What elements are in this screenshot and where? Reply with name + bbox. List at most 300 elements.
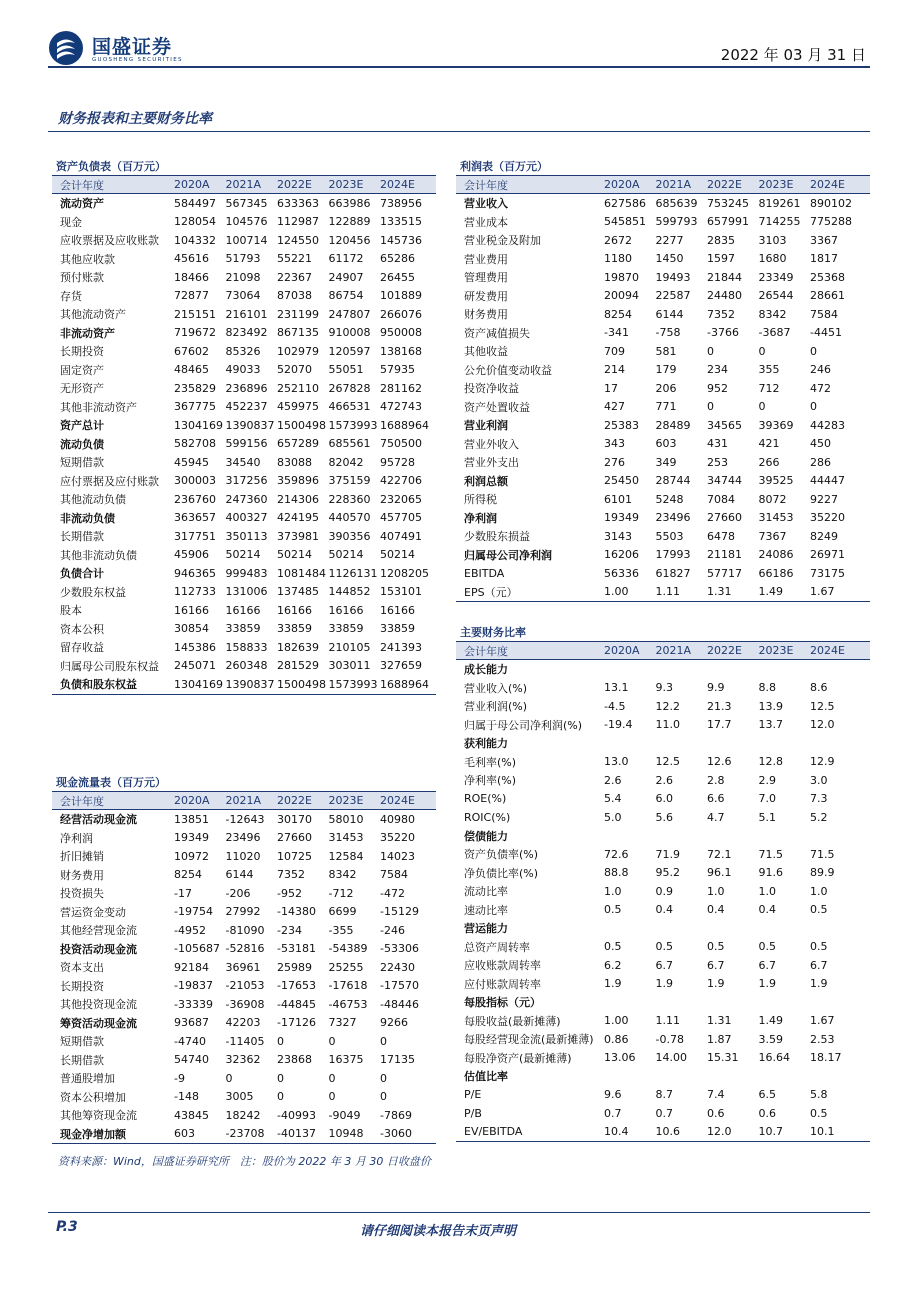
cell-value: -3060 bbox=[380, 1127, 412, 1141]
column-header: 2021A bbox=[225, 178, 262, 191]
cell-value: 1390837 bbox=[225, 677, 275, 691]
cell-value: 1304169 bbox=[174, 677, 223, 691]
row-label: 资本公积 bbox=[60, 622, 104, 636]
table-row bbox=[52, 1106, 436, 1125]
table-row bbox=[456, 490, 870, 509]
cell-value: 34540 bbox=[225, 455, 261, 469]
page-number: P.3 bbox=[56, 1219, 78, 1235]
cell-value: 2277 bbox=[655, 233, 684, 247]
cell-value: 57935 bbox=[380, 363, 415, 377]
table-row bbox=[456, 453, 870, 472]
cell-value: 890102 bbox=[810, 196, 852, 210]
table-row bbox=[52, 416, 436, 435]
cell-value: 26455 bbox=[380, 270, 415, 284]
table-row bbox=[52, 638, 436, 657]
cell-value: -4952 bbox=[174, 923, 206, 937]
cell-value: 1.9 bbox=[707, 977, 725, 991]
cell-value: 25383 bbox=[604, 418, 639, 432]
table-row bbox=[52, 1051, 436, 1070]
cell-value: 72877 bbox=[174, 289, 209, 303]
cell-value: 8.8 bbox=[758, 681, 776, 695]
cell-value: 45945 bbox=[174, 455, 209, 469]
cell-value: 267828 bbox=[328, 381, 371, 395]
row-label: 预付账款 bbox=[60, 271, 104, 285]
cell-value: 16166 bbox=[380, 603, 415, 617]
cell-value: 23496 bbox=[655, 511, 691, 525]
cell-value: 253 bbox=[707, 455, 728, 469]
cell-value: 1.0 bbox=[810, 884, 828, 898]
cell-value: 61827 bbox=[655, 566, 691, 580]
cell-value: 23868 bbox=[277, 1053, 312, 1067]
cell-value: 712 bbox=[758, 381, 780, 395]
cell-value: 18.17 bbox=[810, 1051, 842, 1065]
cell-value: 9266 bbox=[380, 1016, 408, 1030]
table-row bbox=[52, 1125, 436, 1144]
table-bottom-rule bbox=[456, 601, 870, 602]
cell-value: 8342 bbox=[758, 307, 787, 321]
cell-value: 101889 bbox=[380, 289, 422, 303]
cell-value: -40137 bbox=[277, 1127, 316, 1141]
cell-value: 1.87 bbox=[707, 1032, 732, 1046]
cell-value: 8254 bbox=[174, 868, 202, 882]
row-label: 非流动资产 bbox=[60, 326, 115, 340]
cell-value: 214 bbox=[604, 363, 625, 377]
table-row bbox=[456, 583, 870, 602]
table-row bbox=[52, 675, 436, 694]
cell-value: 21844 bbox=[707, 270, 742, 284]
row-label: 长期借款 bbox=[60, 530, 104, 544]
cell-value: 281162 bbox=[380, 381, 422, 395]
row-label: 归属母公司股东权益 bbox=[60, 659, 159, 673]
cell-value: 52070 bbox=[277, 363, 312, 377]
cell-value: 13.9 bbox=[758, 699, 783, 713]
cell-value: 86754 bbox=[328, 289, 364, 303]
table-row bbox=[52, 213, 436, 232]
row-label: 流动资产 bbox=[60, 197, 104, 211]
cell-value: 33859 bbox=[277, 622, 312, 636]
cell-value: -48446 bbox=[380, 997, 419, 1011]
table-row bbox=[456, 975, 870, 994]
cell-value: 95.2 bbox=[655, 866, 680, 880]
cell-value: 82042 bbox=[328, 455, 364, 469]
cell-value: 11020 bbox=[225, 849, 261, 863]
cell-value: 96.1 bbox=[707, 866, 732, 880]
cell-value: 12.2 bbox=[655, 699, 680, 713]
row-label: 其他非流动资产 bbox=[60, 400, 137, 414]
cell-value: 15.31 bbox=[707, 1051, 739, 1065]
table-row bbox=[52, 287, 436, 306]
cell-value: 24480 bbox=[707, 289, 742, 303]
cell-value: 0 bbox=[380, 1071, 387, 1085]
cell-value: 10.1 bbox=[810, 1125, 835, 1139]
column-header: 2024E bbox=[810, 178, 845, 191]
column-header: 2020A bbox=[174, 178, 210, 191]
cell-value: 753245 bbox=[707, 196, 749, 210]
cell-value: -53181 bbox=[277, 942, 316, 956]
cell-value: 21.3 bbox=[707, 699, 732, 713]
row-label: 应收票据及应收账款 bbox=[60, 234, 159, 248]
cell-value: -44845 bbox=[277, 997, 316, 1011]
cell-value: -17 bbox=[174, 886, 192, 900]
cell-value: 738956 bbox=[380, 196, 422, 210]
cell-value: 400327 bbox=[225, 511, 268, 525]
cell-value: 0 bbox=[225, 1071, 233, 1085]
table-row bbox=[52, 398, 436, 417]
cell-value: 1.0 bbox=[707, 884, 725, 898]
cell-value: 17135 bbox=[380, 1053, 415, 1067]
row-label: 营业利润 bbox=[464, 419, 508, 433]
row-label: 公允价值变动收益 bbox=[464, 363, 552, 377]
table-row bbox=[456, 435, 870, 454]
cell-value: 236896 bbox=[225, 381, 268, 395]
header-divider bbox=[48, 66, 870, 68]
cell-value: 40980 bbox=[380, 812, 415, 826]
cell-value: 131006 bbox=[225, 585, 268, 599]
cell-value: 2.6 bbox=[655, 773, 673, 787]
cell-value: 1.49 bbox=[758, 585, 783, 599]
cell-value: 771 bbox=[655, 400, 677, 414]
cell-value: 317751 bbox=[174, 529, 216, 543]
cell-value: 3005 bbox=[225, 1090, 254, 1104]
cell-value: 33859 bbox=[225, 622, 261, 636]
row-label: 归属于母公司净利润(%) bbox=[464, 718, 583, 732]
row-label: EPS（元） bbox=[464, 585, 518, 599]
cell-value: 266 bbox=[758, 455, 780, 469]
cell-value: 50214 bbox=[225, 548, 261, 562]
row-label: 每股经营现金流(最新摊薄) bbox=[464, 1033, 594, 1047]
cell-value: 327659 bbox=[380, 659, 422, 673]
cell-value: 87038 bbox=[277, 289, 312, 303]
cell-value: -17653 bbox=[277, 979, 316, 993]
table-row bbox=[52, 1032, 436, 1051]
table-row bbox=[456, 808, 870, 827]
table-row bbox=[456, 1030, 870, 1049]
cell-value: 867135 bbox=[277, 326, 319, 340]
table-row bbox=[456, 564, 870, 583]
cell-value: 26544 bbox=[758, 289, 794, 303]
cell-value: -3687 bbox=[758, 326, 791, 340]
cell-value: 1.00 bbox=[604, 1014, 629, 1028]
cell-value: 10972 bbox=[174, 849, 209, 863]
cell-value: 20094 bbox=[604, 289, 639, 303]
cell-value: 599156 bbox=[225, 437, 268, 451]
cell-value: 3143 bbox=[604, 529, 632, 543]
cell-value: 9.6 bbox=[604, 1088, 622, 1102]
cell-value: 472 bbox=[810, 381, 831, 395]
cell-value: 39525 bbox=[758, 474, 794, 488]
table-row bbox=[52, 305, 436, 324]
cell-value: 12.5 bbox=[655, 755, 680, 769]
cell-value: 36961 bbox=[225, 960, 261, 974]
cell-value: -54389 bbox=[328, 942, 368, 956]
cell-value: 17 bbox=[604, 381, 618, 395]
cell-value: 67602 bbox=[174, 344, 209, 358]
source-footnote: 资料来源：Wind，国盛证券研究所 注：股价为 2022 年 3 月 30 日收盘价 bbox=[58, 1155, 431, 1168]
cell-value: -9 bbox=[174, 1071, 185, 1085]
cell-value: 10.7 bbox=[758, 1125, 783, 1139]
cell-value: 2.8 bbox=[707, 773, 725, 787]
cell-value: 6.7 bbox=[758, 958, 776, 972]
cell-value: 0 bbox=[707, 400, 714, 414]
column-header: 会计年度 bbox=[464, 644, 508, 658]
cell-value: 153101 bbox=[380, 585, 422, 599]
row-label: 每股指标（元） bbox=[464, 996, 541, 1010]
cell-value: 9.3 bbox=[655, 681, 673, 695]
table-row bbox=[456, 845, 870, 864]
section-title: 财务报表和主要财务比率 bbox=[58, 111, 212, 127]
cell-value: 9.9 bbox=[707, 681, 725, 695]
cell-value: 6101 bbox=[604, 492, 632, 506]
table-row bbox=[456, 268, 870, 287]
cell-value: 33859 bbox=[380, 622, 415, 636]
brand-subtitle: GUOSHENG SECURITIES bbox=[92, 57, 183, 63]
cell-value: 5248 bbox=[655, 492, 684, 506]
table-row bbox=[456, 697, 870, 716]
cell-value: 246 bbox=[810, 363, 831, 377]
table-row bbox=[52, 866, 436, 885]
table-row bbox=[52, 995, 436, 1014]
cell-value: 1180 bbox=[604, 252, 632, 266]
cell-value: -53306 bbox=[380, 942, 419, 956]
cell-value: 363657 bbox=[174, 511, 216, 525]
cell-value: 21181 bbox=[707, 548, 742, 562]
table-header-row bbox=[52, 792, 436, 810]
table-row bbox=[52, 250, 436, 269]
table-row bbox=[52, 490, 436, 509]
cell-value: 120597 bbox=[328, 344, 371, 358]
table-row bbox=[456, 231, 870, 250]
cell-value: 719672 bbox=[174, 326, 216, 340]
cell-value: 2.6 bbox=[604, 773, 622, 787]
cell-value: 144852 bbox=[328, 585, 371, 599]
cell-value: 349 bbox=[655, 455, 677, 469]
table-header-row bbox=[456, 176, 870, 194]
cell-value: 999483 bbox=[225, 566, 268, 580]
footer-divider bbox=[48, 1212, 870, 1213]
table-title: 主要财务比率 bbox=[460, 626, 526, 639]
row-label: 资产减值损失 bbox=[464, 326, 530, 340]
cell-value: 17.7 bbox=[707, 718, 732, 732]
financial-ratios-table bbox=[456, 625, 870, 1142]
cell-value: 23496 bbox=[225, 831, 261, 845]
cell-value: 145386 bbox=[174, 640, 216, 654]
cell-value: 27992 bbox=[225, 905, 261, 919]
cell-value: 18466 bbox=[174, 270, 209, 284]
cell-value: 452237 bbox=[225, 400, 268, 414]
cell-value: 5.6 bbox=[655, 810, 673, 824]
row-label: 现金净增加额 bbox=[60, 1127, 126, 1141]
table-row bbox=[456, 1123, 870, 1142]
cell-value: 603 bbox=[655, 437, 677, 451]
cell-value: -36908 bbox=[225, 997, 265, 1011]
row-label: 偿债能力 bbox=[464, 829, 508, 843]
cell-value: 0 bbox=[380, 1090, 387, 1104]
cell-value: -148 bbox=[174, 1090, 199, 1104]
table-bottom-rule bbox=[456, 1141, 870, 1142]
table-row bbox=[456, 734, 870, 753]
cell-value: 946365 bbox=[174, 566, 216, 580]
row-label: 营业税金及附加 bbox=[464, 234, 541, 248]
report-date: 2022 年 03 月 31 日 bbox=[720, 46, 866, 64]
row-label: ROIC(%) bbox=[464, 810, 511, 824]
cell-value: 128054 bbox=[174, 215, 216, 229]
cell-value: 45906 bbox=[174, 548, 209, 562]
cell-value: 260348 bbox=[225, 659, 268, 673]
row-label: 短期借款 bbox=[60, 1035, 104, 1049]
cell-value: 206 bbox=[655, 381, 677, 395]
cell-value: 3103 bbox=[758, 233, 787, 247]
row-label: 营运能力 bbox=[464, 922, 508, 936]
cell-value: 12.0 bbox=[707, 1125, 732, 1139]
cell-value: 48465 bbox=[174, 363, 209, 377]
cell-value: 1.9 bbox=[604, 977, 622, 991]
table-bottom-rule bbox=[52, 1143, 436, 1144]
cell-value: 424195 bbox=[277, 511, 319, 525]
cell-value: -4.5 bbox=[604, 699, 626, 713]
cell-value: 6144 bbox=[655, 307, 684, 321]
cell-value: -81090 bbox=[225, 923, 265, 937]
cell-value: 0.5 bbox=[707, 940, 725, 954]
cell-value: 1.49 bbox=[758, 1014, 783, 1028]
cell-value: 0.86 bbox=[604, 1032, 629, 1046]
cell-value: 1817 bbox=[810, 252, 838, 266]
row-label: 少数股东损益 bbox=[464, 530, 530, 544]
cell-value: 6.7 bbox=[655, 958, 673, 972]
cell-value: 1573993 bbox=[328, 418, 378, 432]
row-label: 普通股增加 bbox=[60, 1072, 115, 1086]
cell-value: 466531 bbox=[328, 400, 371, 414]
cell-value: 0.5 bbox=[655, 940, 673, 954]
cell-value: 317256 bbox=[225, 474, 268, 488]
cell-value: 1.11 bbox=[655, 1014, 680, 1028]
table-row bbox=[52, 657, 436, 676]
row-label: 资产负债率(%) bbox=[464, 848, 539, 862]
cell-value: 10.4 bbox=[604, 1125, 629, 1139]
table-row bbox=[52, 884, 436, 903]
cell-value: 1.67 bbox=[810, 1014, 835, 1028]
table-row bbox=[52, 194, 436, 213]
cell-value: 73064 bbox=[225, 289, 261, 303]
row-label: 所得税 bbox=[464, 493, 497, 507]
cell-value: 952 bbox=[707, 381, 728, 395]
cell-value: 633363 bbox=[277, 196, 319, 210]
table-row bbox=[456, 956, 870, 975]
cell-value: 440570 bbox=[328, 511, 371, 525]
row-label: 长期投资 bbox=[60, 979, 104, 993]
table-row bbox=[456, 827, 870, 846]
cell-value: 28744 bbox=[655, 474, 691, 488]
row-label: P/B bbox=[464, 1106, 482, 1120]
table-header-row bbox=[456, 642, 870, 660]
cell-value: 71.5 bbox=[758, 847, 783, 861]
cash-flow-table bbox=[52, 775, 436, 1144]
table-row bbox=[52, 509, 436, 528]
cell-value: 1597 bbox=[707, 252, 735, 266]
row-label: 营业外收入 bbox=[464, 437, 519, 451]
cell-value: 216101 bbox=[225, 307, 268, 321]
table-row bbox=[52, 620, 436, 639]
cell-value: 5.8 bbox=[810, 1088, 828, 1102]
cell-value: -33339 bbox=[174, 997, 213, 1011]
cell-value: -0.78 bbox=[655, 1032, 684, 1046]
row-label: 净利润 bbox=[60, 831, 93, 845]
cell-value: 234 bbox=[707, 363, 728, 377]
table-row bbox=[52, 847, 436, 866]
row-label: 其他应收款 bbox=[60, 252, 115, 266]
cell-value: 627586 bbox=[604, 196, 646, 210]
row-label: 经营活动现金流 bbox=[60, 813, 137, 827]
row-label: 流动比率 bbox=[464, 885, 508, 899]
table-row bbox=[456, 379, 870, 398]
column-header: 2020A bbox=[604, 178, 640, 191]
table-row bbox=[456, 1012, 870, 1031]
cell-value: 8072 bbox=[758, 492, 787, 506]
table-row bbox=[52, 903, 436, 922]
cell-value: 12.9 bbox=[810, 755, 835, 769]
cell-value: 10948 bbox=[328, 1127, 364, 1141]
cell-value: 286 bbox=[810, 455, 831, 469]
cell-value: -3766 bbox=[707, 326, 739, 340]
cell-value: 24907 bbox=[328, 270, 364, 284]
cell-value: 19493 bbox=[655, 270, 691, 284]
cell-value: -17126 bbox=[277, 1016, 316, 1030]
cell-value: 709 bbox=[604, 344, 625, 358]
cell-value: 232065 bbox=[380, 492, 422, 506]
cell-value: 427 bbox=[604, 400, 625, 414]
cell-value: 22430 bbox=[380, 960, 415, 974]
cell-value: 422706 bbox=[380, 474, 422, 488]
row-label: 应付账款周转率 bbox=[464, 977, 541, 991]
column-header: 2024E bbox=[810, 644, 845, 657]
row-label: 营业费用 bbox=[464, 252, 508, 266]
row-label: 投资活动现金流 bbox=[60, 942, 137, 956]
cell-value: 775288 bbox=[810, 215, 852, 229]
cell-value: 1.31 bbox=[707, 585, 732, 599]
cell-value: 3367 bbox=[810, 233, 838, 247]
table-row bbox=[456, 342, 870, 361]
cell-value: 26971 bbox=[810, 548, 845, 562]
cell-value: 42203 bbox=[225, 1016, 261, 1030]
cell-value: 231199 bbox=[277, 307, 319, 321]
cell-value: 210105 bbox=[328, 640, 371, 654]
cell-value: 120456 bbox=[328, 233, 371, 247]
cell-value: 1.0 bbox=[758, 884, 776, 898]
table-bottom-rule bbox=[52, 694, 436, 695]
row-label: 归属母公司净利润 bbox=[464, 548, 552, 562]
table-header-row bbox=[52, 176, 436, 194]
cell-value: 1500498 bbox=[277, 418, 326, 432]
cell-value: 122889 bbox=[328, 215, 371, 229]
cell-value: 0 bbox=[328, 1071, 336, 1085]
table-row bbox=[52, 342, 436, 361]
cell-value: 61172 bbox=[328, 252, 364, 266]
row-label: 资产处置收益 bbox=[464, 400, 530, 414]
cell-value: -246 bbox=[380, 923, 405, 937]
cell-value: 0.5 bbox=[810, 1106, 828, 1120]
row-label: 负债合计 bbox=[60, 567, 104, 581]
cell-value: 1.0 bbox=[604, 884, 622, 898]
cell-value: -21053 bbox=[225, 979, 265, 993]
cell-value: 13851 bbox=[174, 812, 209, 826]
cell-value: -11405 bbox=[225, 1034, 265, 1048]
cell-value: 2.53 bbox=[810, 1032, 835, 1046]
cell-value: 16206 bbox=[604, 548, 639, 562]
table-row bbox=[456, 993, 870, 1012]
cell-value: 50214 bbox=[380, 548, 415, 562]
cell-value: 1688964 bbox=[380, 677, 429, 691]
cell-value: 65286 bbox=[380, 252, 415, 266]
cell-value: 34744 bbox=[707, 474, 742, 488]
